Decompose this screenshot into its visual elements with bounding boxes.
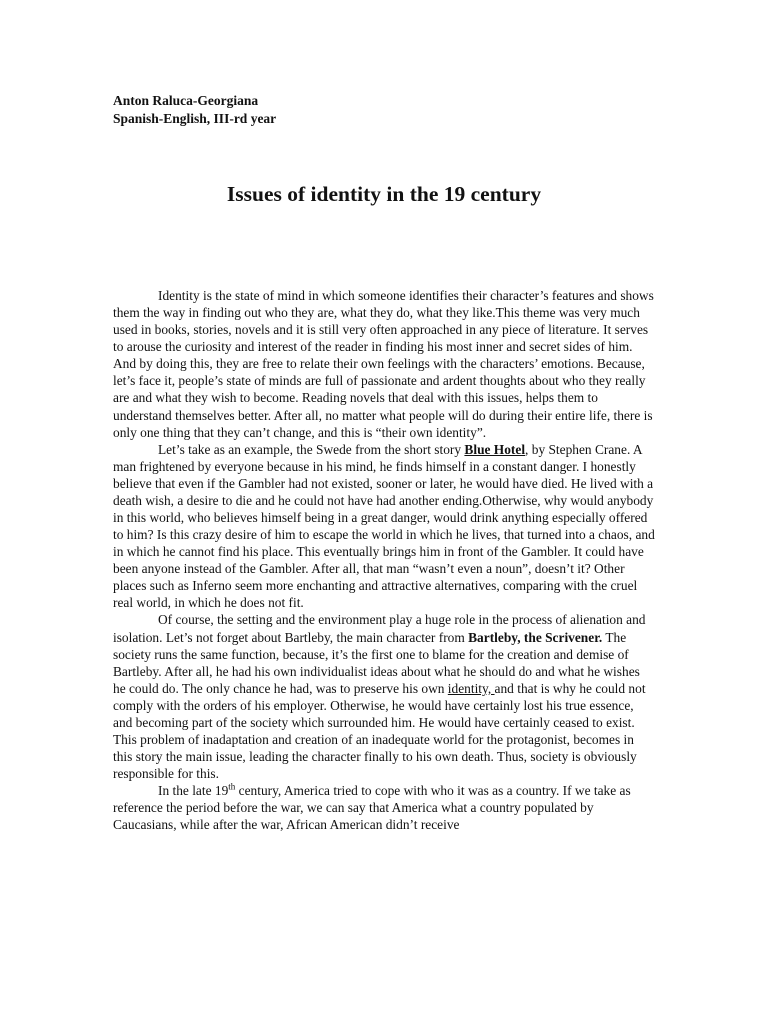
paragraph-1 [113,287,655,441]
blue-hotel-link[interactable]: Blue Hotel [464,441,526,457]
author-block [113,92,276,128]
paragraph-3-text-start: Of course, the setting and the environment play a huge role in the process of alienation and isolation. Let’s not forget about Bartleby, the main character from [113,612,646,645]
paragraph-4 [113,782,655,833]
paragraph-3-text-end: and that is why he could not comply with the orders of his employer. Otherwise, he would have certainly lost his true essence, and becoming part of the society which surrounded him. He would have certainly ceased to exist. This problem of inadaptation and creation of an inadequate world for the protagonist, becomes in this story the main issue, leading the character finally to his own death. Thus, society is obviously responsible for this. [113,680,646,782]
ordinal-superscript: th [228,781,236,792]
author-program: Spanish-English, III-rd year [113,111,277,126]
paragraph-4-text-start: In the late 19 [158,783,229,799]
paragraph-3 [113,611,655,782]
paragraph-2 [113,441,655,612]
bartleby-title: Bartleby, the Scrivener. [468,629,603,645]
paragraph-4-text-end: century, America tried to cope with who it was as a country. If we take as reference the period before the war, we can say that America what a country populated by Caucasians, while after the war, African American didn’t receive [113,783,631,833]
paragraph-2-text-end: , by Stephen Crane. A man frightened by everyone because in his mind, he finds himself in a constant danger. I honestly believe that even if the Gambler had not existed, sooner or later, he would have died. He lived with a death wish, a desire to die and he could not have had another ending.Otherwise, why would anybody in this world, who believes himself being in a great danger, would drink anything especially offered to him? Is this crazy desire of him to escape the world in which he lives, that turned into a chaos, and in which he cannot find his place. This eventually brings him in front of the Gambler. It could have been anyone instead of the Gambler. After all, that man “wasn’t even a noun”, doesn’t it? Other places such as Inferno seem more enchanting and attractive alternatives, comparing with the cruel real world, in which he does not fit. [113,441,655,611]
author-name: Anton Raluca-Georgiana [113,93,259,108]
paragraph-1-text: Identity is the state of mind in which someone identifies their character’s features and shows them the way in finding out who they are, what they do, what they like.This theme was very much used in books, stories, novels and it is still very often approached in any piece of literature. It serves to arouse the curiosity and interest of the reader in finding his most inner and secret sides of him. And by doing this, they are free to relate their own feelings with the characters’ emotions. Because, let’s face it, people’s state of minds are full of passionate and ardent thoughts about who they really are and what they wish to become. Reading novels that deal with this issues, helps them to understand themselves better. After all, no matter what people will do during their entire life, there is only one thing that they can’t change, and this is “their own identity”. [113,288,654,440]
paragraph-3-text-middle: The society runs the same function, because, it’s the first one to blame for the creation and demise of Bartleby. After all, he had his own individualist ideas about what he should do and what he wishes he could do. The only chance he had, was to preserve his own [113,629,640,696]
essay-title: Issues of identity in the 19 century [226,182,542,206]
essay-body [113,287,655,834]
identity-underlined: identity, [447,680,495,696]
paragraph-2-text-start: Let’s take as an example, the Swede from the short story [158,441,465,457]
